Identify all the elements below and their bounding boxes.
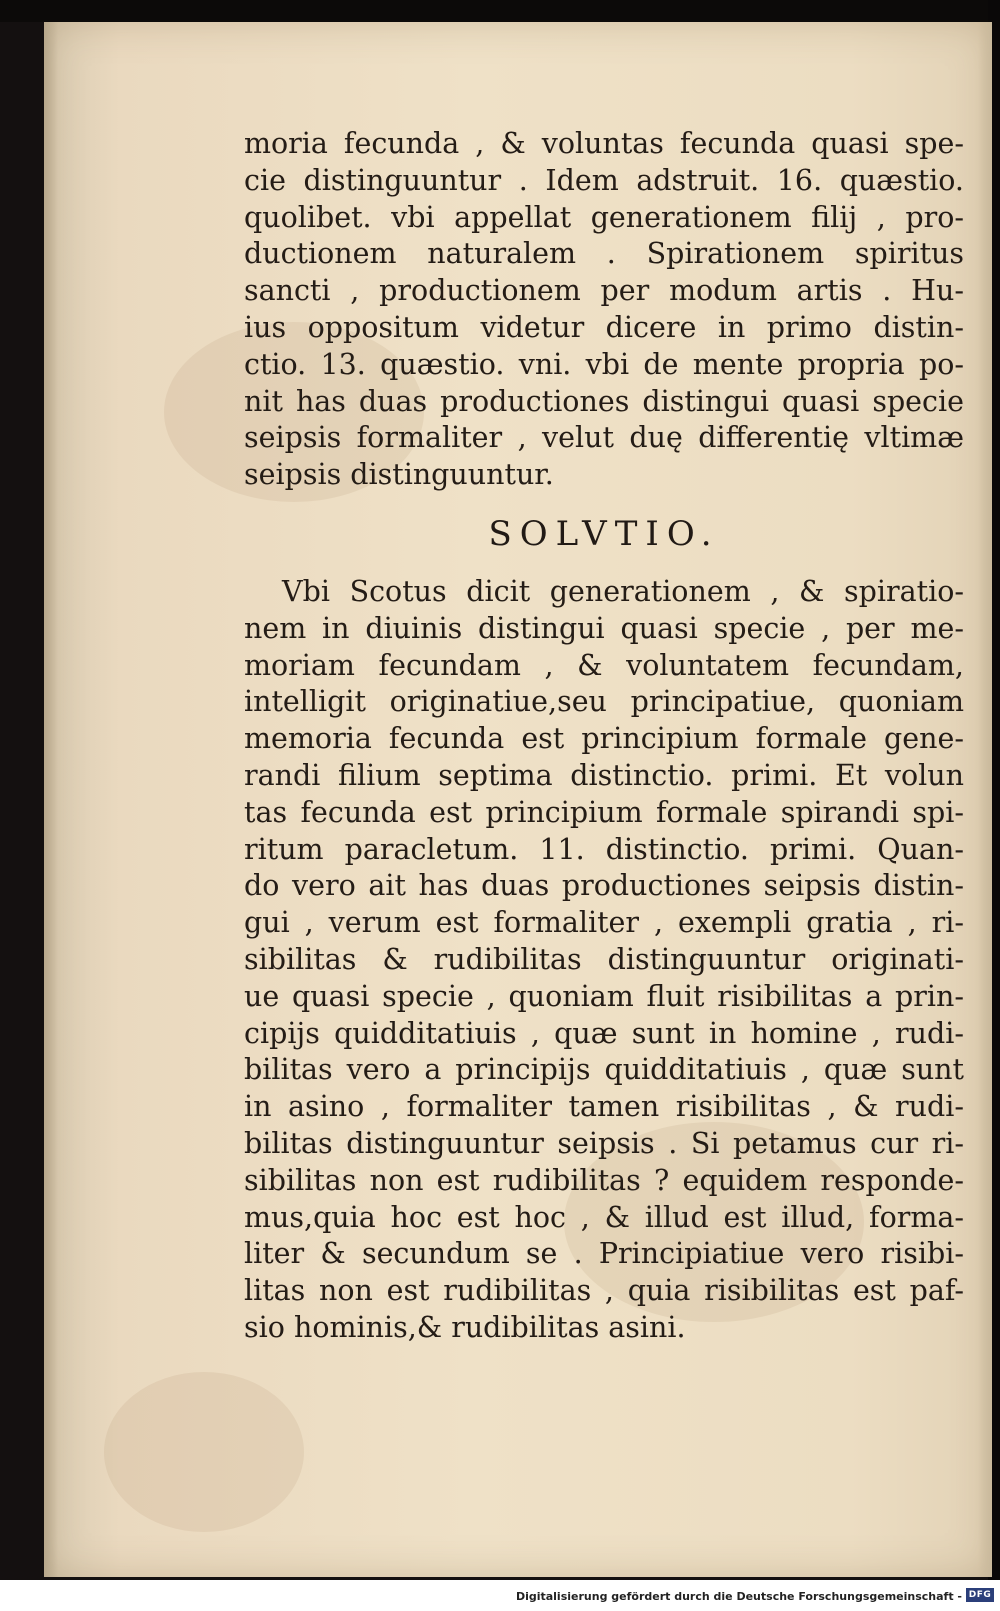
section-heading: SOLVTIO.	[488, 513, 720, 554]
text-line: randi filium septima distinctio. primi. Et volun	[244, 758, 964, 792]
text-line: ue quasi specie , quoniam fluit risibilitas a prin-	[244, 979, 964, 1013]
text-line: ius oppositum videtur dicere in primo distin-	[244, 310, 964, 344]
text-line: moria fecunda , & voluntas fecunda quasi spe-	[244, 127, 964, 160]
text-line: quolibet. vbi appellat generationem filij , pro-	[244, 200, 964, 234]
text-line: nit has duas productiones distingui quasi specie	[244, 384, 964, 418]
text-line: sibilitas non est rudibilitas ? equidem responde-	[244, 1163, 964, 1197]
dfg-logo: DFG	[966, 1588, 994, 1602]
text-line: ductionem naturalem . Spirationem spiritus	[244, 237, 964, 271]
text-line: ritum paracletum. 11. distinctio. primi. Quan-	[244, 832, 964, 866]
text-line: litas non est rudibilitas , quia risibilitas est paf-	[244, 1274, 964, 1308]
paper-stain	[104, 1372, 304, 1532]
text-line: seipsis formaliter , velut duę differentię vltimæ	[244, 421, 964, 455]
text-line: gui , verum est formaliter , exempli gratia , ri-	[244, 906, 964, 940]
text-line: intelligit originatiue,seu principatiue, quoniam	[244, 685, 964, 719]
text-line: sancti , productionem per modum artis . Hu-	[244, 274, 964, 308]
text-line: mus,quia hoc est hoc , & illud est illud, forma-	[244, 1200, 964, 1234]
text-line: sibilitas & rudibilitas distinguuntur originati-	[244, 942, 964, 976]
text-line: ctio. 13. quæstio. vni. vbi de mente propria po-	[244, 347, 964, 381]
digitization-credit: Digitalisierung gefördert durch die Deutsche Forschungsgemeinschaft -	[515, 1590, 962, 1603]
book-page	[44, 22, 992, 1577]
text-line: moriam fecundam , & voluntatem fecundam,	[244, 648, 964, 682]
text-line: tas fecunda est principium formale spirandi spi-	[244, 795, 964, 829]
text-line: seipsis distinguuntur.	[244, 458, 554, 492]
text-line: cipijs quidditatiuis , quæ sunt in homine , rudi-	[244, 1016, 964, 1050]
page-edge-left	[44, 22, 58, 1577]
text-line: liter & secundum se . Principiatiue vero risibi-	[244, 1237, 964, 1271]
scan-top-border	[0, 0, 1000, 22]
digitization-footer	[0, 1580, 1000, 1611]
page-text	[244, 126, 964, 1347]
text-line: bilitas distinguuntur seipsis . Si petamus cur ri-	[244, 1126, 964, 1160]
page-edge-right	[978, 22, 992, 1577]
text-line: bilitas vero a principijs quidditatiuis , quæ sunt	[244, 1053, 964, 1087]
text-line: nem in diuinis distingui quasi specie , per me-	[244, 611, 964, 645]
text-line: sio hominis,& rudibilitas asini.	[244, 1310, 686, 1344]
text-line: do vero ait has duas productiones seipsis distin-	[244, 869, 964, 903]
text-line: cie distinguuntur . Idem adstruit. 16. quæstio.	[244, 163, 964, 197]
text-line: memoria fecunda est principium formale gene-	[244, 722, 964, 756]
text-line: Vbi Scotus dicit generationem , & spiratio-	[282, 574, 964, 608]
text-line: in asino , formaliter tamen risibilitas , & rudi-	[244, 1090, 964, 1124]
